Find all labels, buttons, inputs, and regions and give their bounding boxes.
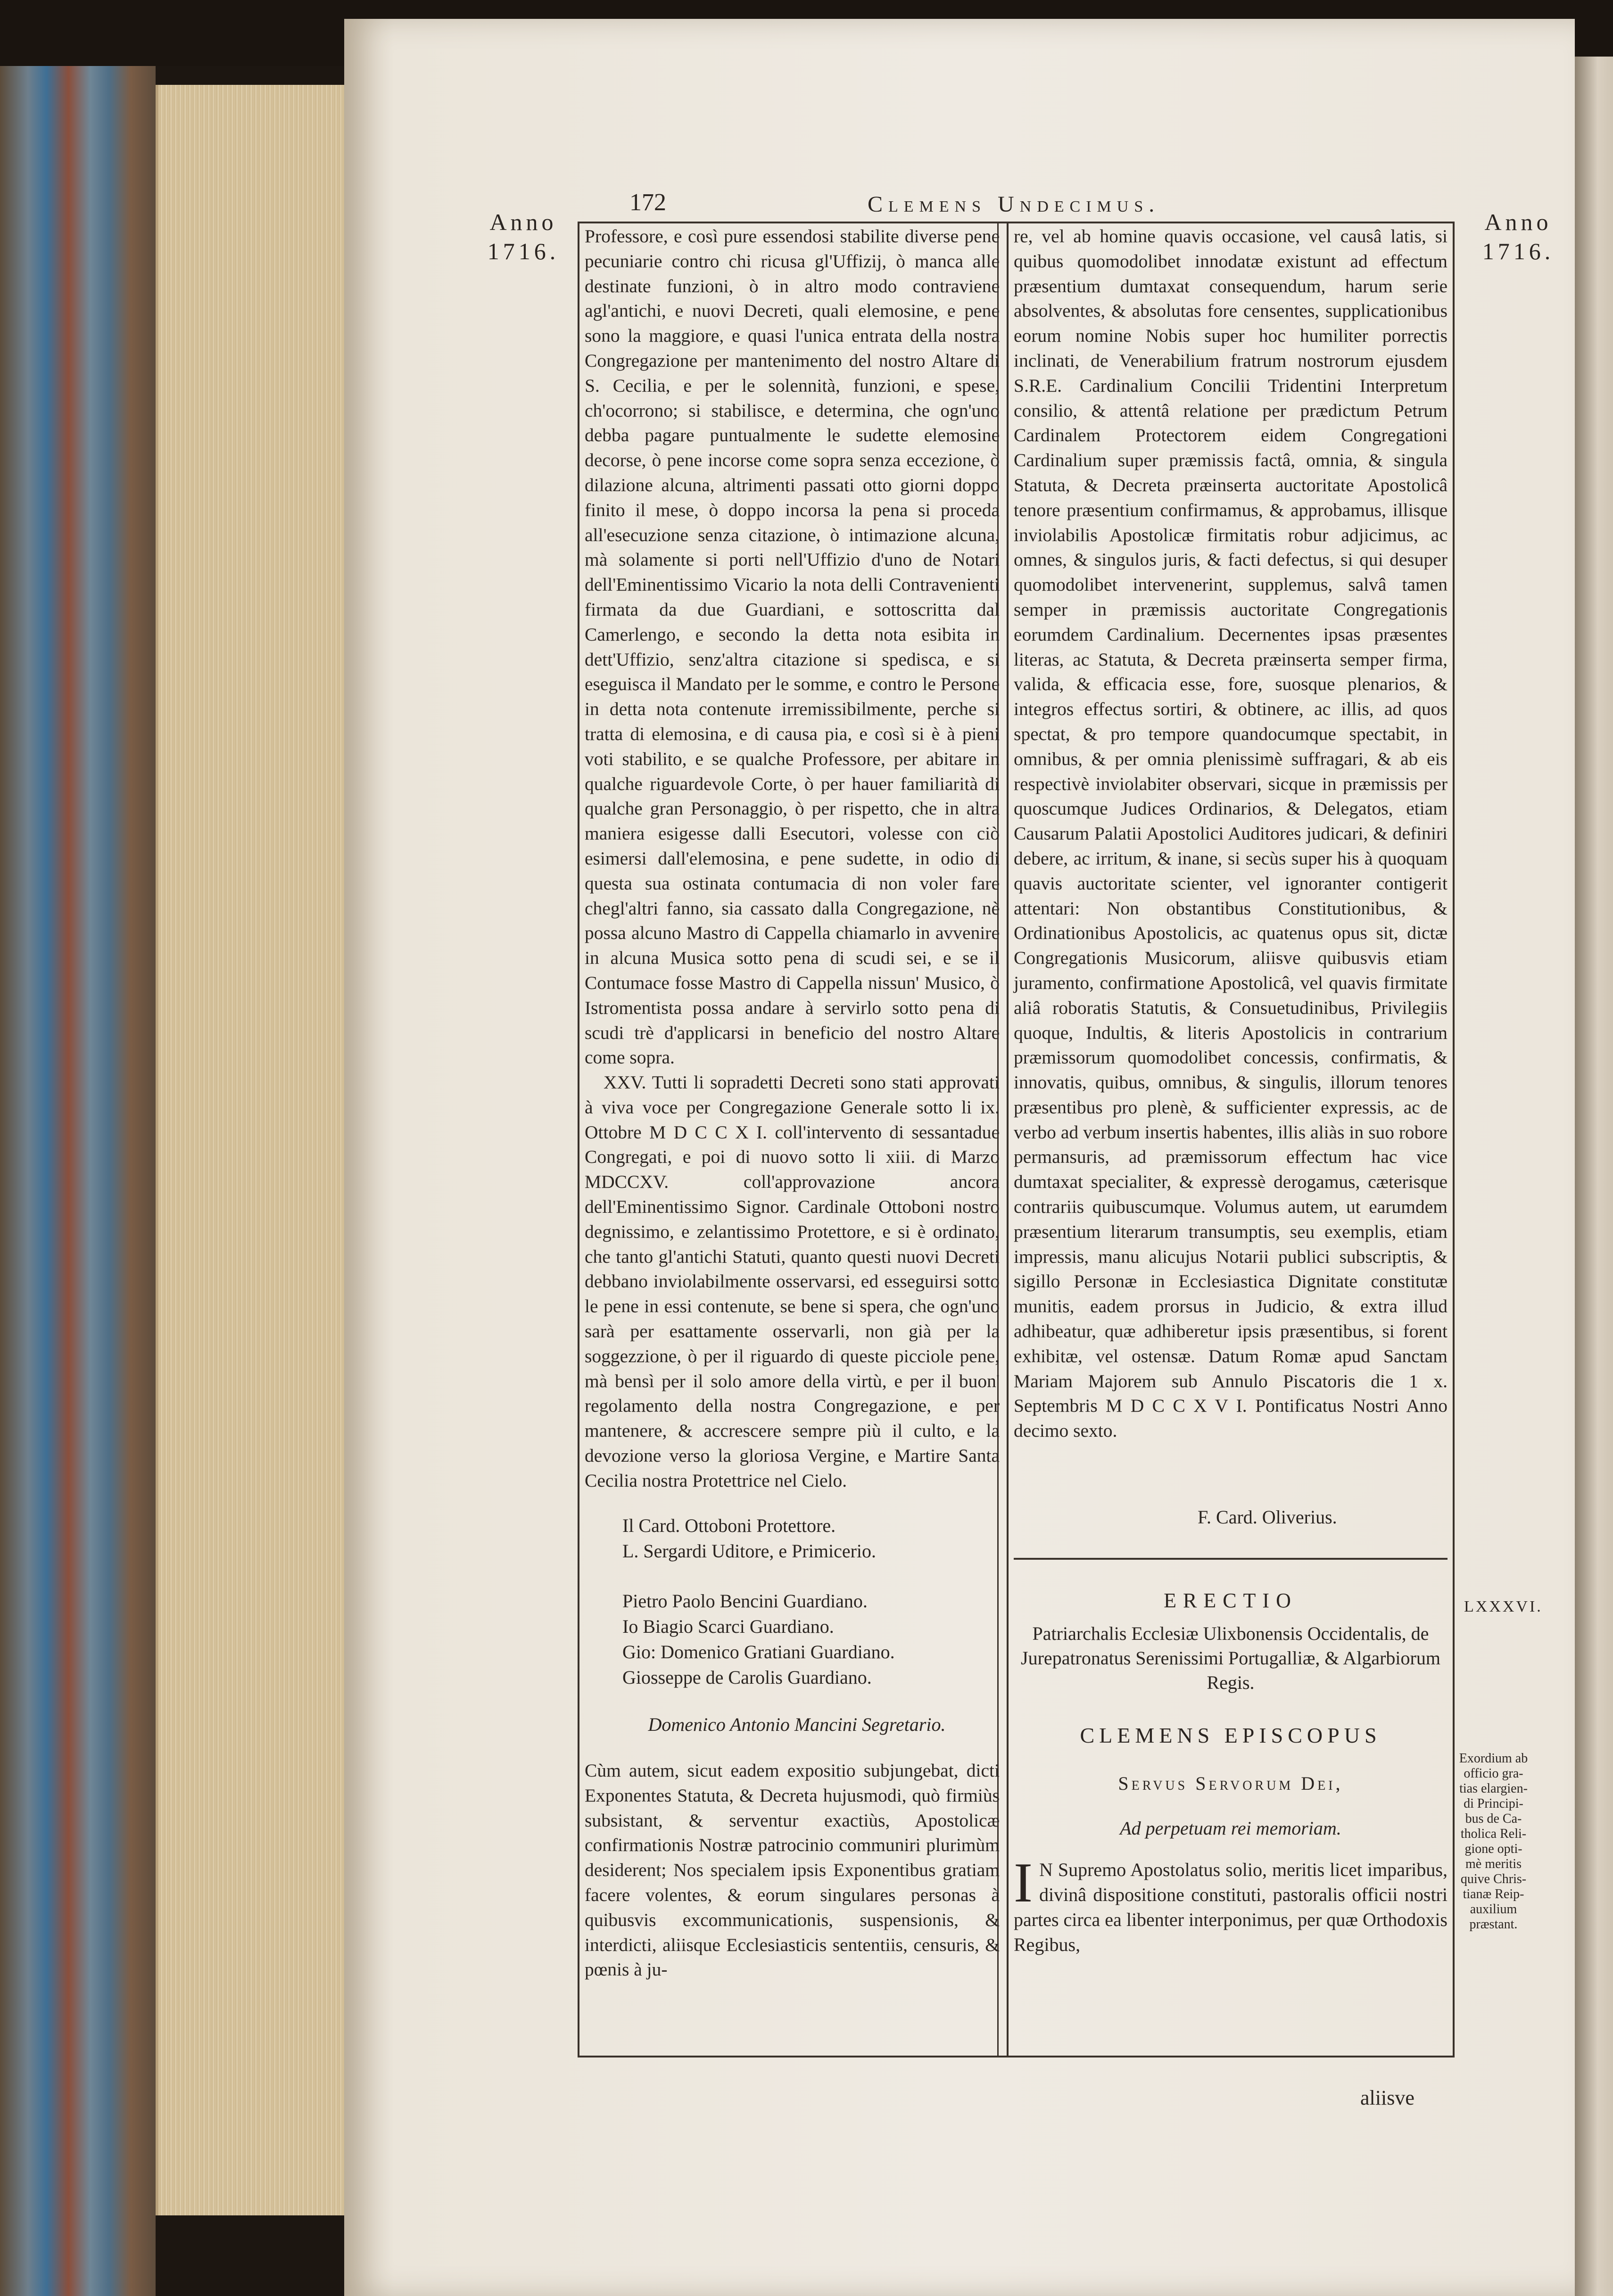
signature-line: Il Card. Ottoboni Protettore. (622, 1515, 836, 1536)
signature-line: Io Biagio Scarci Guardiano. (622, 1616, 834, 1637)
note-line: Exordium ab (1459, 1751, 1528, 1766)
note-line: di Principi- (1464, 1796, 1523, 1811)
note-line: tianæ Reip- (1463, 1887, 1524, 1901)
margin-note (1455, 1751, 1532, 1932)
margin-year-right (1469, 207, 1568, 266)
note-line: bus de Ca- (1465, 1811, 1522, 1826)
page-number: 172 (629, 189, 666, 216)
note-line: præstant. (1469, 1917, 1518, 1932)
right-column (1014, 224, 1448, 1443)
running-title: Clemens Undecimus. (868, 192, 1160, 217)
drop-cap: I (1014, 1851, 1033, 1914)
paragraph: Professore, e così pure essendosi stabilite diverse pene pecuniarie contro chi ricusa gl'Uffizij, ò manca alle destinate funzioni, ò in altro modo contraviene agl'antichi, e nuovi Decreti, quali elemosine, e pene sono la maggiore, e quasi l'unica entrata della nostra Congregazione per mantenimento del nostro Altare di S. Cecilia, e per le solennità, funzioni, e spese, ch'ocorrono; si stabilisce, e determina, che ogn'uno debba pagare puntualmente le sudette elemosine decorse, ò pene incorse come sopra senza eccezione, ò dilazione alcuna, altrimenti passati otto giorni doppo finito il mese, ò doppo incorsa la pena si proceda all'esecuzione senza citazione, ò intimazione alcuna, mà solamente si porti nell'Uffizio d'uno de Notari dell'Eminentissimo Vicario la nota delli Contravenienti firmata da due Guardiani, e sottoscritta dal Camerlengo, e secondo la detta nota esibita in dett'Uffizio, senz'altra citazione si spedisca, e si eseguisca il Mandato per le somme, e contro le Persone in detta nota contenute irremissibilmente, perche si tratta di elemosina, e di causa pia, e così si è à pieni voti stabilito, e se qualche Professore, per abitare in qualche riguardevole Corte, ò per hauer familiarità di qualche gran Personaggio, ò per rispetto, che in altra maniera esigesse dalli Esecutori, volesse con ciò esimersi dall'elemosina, e pene sudette, in odio di questa sua ostinata contumacia di non voler fare chegl'altri fanno, sia cassato dalla Congregazione, nè possa alcuno Mastro di Cappella chiamarlo in avvenire in alcuna Musica sotto pena di scudi sei, e se il Contumace fosse Mastro di Cappella nissun' Musico, ò Istromentista possa andare à servirlo sotto pena di scudi trè d'applicarsi in beneficio del nostro Altare come sopra. (585, 226, 1000, 1068)
guardiani-block (622, 1588, 990, 1690)
note-line: tias elargien- (1459, 1781, 1528, 1796)
page-edges (156, 85, 356, 2215)
signature-line: Pietro Paolo Bencini Guardiano. (622, 1590, 868, 1612)
column-rule (1007, 222, 1009, 2057)
segretario-signature: Domenico Antonio Mancini Segretario. (648, 1714, 946, 1735)
margin-year-left (474, 207, 573, 266)
left-column (585, 224, 1000, 1493)
bull-number: LXXXVI. (1464, 1598, 1543, 1615)
paragraph-xxv: XXV. Tutti li sopradetti Decreti sono stati approvati à viva voce per Congregazione Generale sotto li ix. Ottobre M D C C X I. coll'intervento di sessantadue Congregati, e poi di nuovo sotto li xiii. di Marzo MDCCXV. coll'approvazione ancora dell'Eminentissimo Signor. Cardinale Ottoboni nostro degnissimo, e zelantissimo Protettore, e si è ordinato, che tanto gl'antichi Statuti, quanto questi nuovi Decreti debbano inviolabilmente osservarsi, ed esseguirsi sotto le pene in essi contenute, se bene si spera, che ogn'uno sarà per esattamente osservarli, non già per la soggezzione, ò per il riguardo di queste picciole pene, mà bensì per il solo amore della virtù, e per il buon' regolamento della nostra Congregazione, e per mantenere, & accrescere sempre più il culto, e la devozione verso la gloriosa Vergine, e Martire Santa Cecilia nostra Protettrice nel Cielo. (585, 1072, 1000, 1491)
signature-block (622, 1513, 990, 1564)
note-line: quive Chris- (1460, 1872, 1527, 1886)
section-title: ERECTIO (1164, 1589, 1298, 1612)
bull-formula: Ad perpetuam rei memoriam. (1120, 1818, 1341, 1839)
catchword: aliisve (1360, 2086, 1414, 2109)
anno-year: 1716. (1482, 238, 1555, 264)
bull-servus: Servus Servorum Dei, (1118, 1773, 1343, 1794)
left-column-bottom (585, 1758, 1000, 1982)
note-line: officio gra- (1464, 1766, 1523, 1781)
section-rule (1014, 1558, 1448, 1560)
incipit-text: N Supremo Apostolatus solio, meritis licet imparibus, divinâ dispositione constituti, pastoralis officii nostri partes circa ea libenter interponimus, per quæ Orthodoxis Regibus, (1014, 1859, 1448, 1955)
note-line: gione opti- (1464, 1842, 1522, 1856)
paragraph: re, vel ab homine quavis occasione, vel causâ latis, si quibus quomodolibet innodatæ existunt ad effectum præsentium dumtaxat consequendum, harum serie absolventes, & absolutas fore censentes, supplicationibus eorum nomine Nobis super hoc humiliter porrectis inclinati, de Venerabilium fratrum nostrorum ejusdem S.R.E. Cardinalium Concilii Tridentini Interpretum consilio, & attentâ relatione per prædictum Petrum Cardinalem Protectorem eidem Congregationi Cardinalium super præmissis factâ, omnia, & singula Statuta, & Decreta præinserta auctoritate Apostolicâ tenore præsentium confirmamus, & approbamus, illisque inviolabilis Apostolicæ firmitatis robur adjicimus, ac omnes, & singulos juris, & facti defectus, si qui desuper quomodolibet intervenerint, supplemus, salvâ tamen semper in præmissis auctoritate Congregationis eorumdem Cardinalium. Decernentes ipsas præsentes literas, ac Statuta, & Decreta præinserta semper firma, valida, & efficacia esse, fore, suosque plenarios, & integros effectus sortiri, & obtinere, ac illis, ad quos spectat, & pro tempore quandocumque spectabit, in omnibus, & per omnia plenissimè suffragari, & ab eis respectivè inviolabiter observari, sicque in præmissis per quoscumque Judices Ordinarios, & Delegatos, etiam Causarum Palatii Apostolici Auditores judicari, & definiri debere, ac irritum, & inane, si secùs super his à quoquam quavis auctoritate scienter, vel ignoranter contigerit attentari: Non obstantibus Constitutionibus, & Ordinationibus Apostolicis, ac quatenus opus sit, dictæ Congregationis Musicorum, aliisve quibusvis etiam juramento, confirmatione Apostolicâ, vel quavis firmitate aliâ roboratis Statutis, & Consuetudinibus, Privilegiis quoque, Indultis, & literis Apostolicis in contrarium præmissorum quomodolibet concessis, confirmatis, & innovatis, quibus, omnibus, & singulis, illorum tenores præsentibus pro plenè, & sufficienter expressis, ac de verbo ad verbum insertis habentes, illis aliàs in suo robore permansuris, ad præmissorum effectum hac vice dumtaxat specialiter, & expressè derogamus, cæterisque contrariis quibuscumque. Volumus autem, ut earumdem præsentium literarum transumptis, seu exemplis, etiam impressis, manu alicujus Notarii publici subscriptis, & sigillo Personæ in Ecclesiastica Dignitate constitutæ munitis, eadem prorsus in Judicio, & extra illud adhibeatur, quæ adhiberetur ipsis præsentibus, si forent exhibitæ, vel ostensæ. Datum Romæ apud Sanctam Mariam Majorem sub Annulo Piscatoris die 1 x. Septembris M D C C X V I. Pontificatus Nostri Anno decimo sexto. (1014, 226, 1448, 1441)
bull-incipit (1014, 1851, 1448, 1957)
book-binding (0, 66, 156, 2296)
paragraph: Cùm autem, sicut eadem expositio subjungebat, dicti Exponentes Statuta, & Decreta hujusmodi, quò firmiùs subsistant, & serventur exactiùs, Apostolicæ confirmationis Nostræ patrocinio communiri plurimùm desiderent; Nos specialem ipsis Exponentibus gratiam facere volentes, & eorum singulares personas à quibusvis excommunicationis, suspensionis, & interdicti, aliisque Ecclesiasticis sententiis, censuris, & pœnis à ju- (585, 1760, 1000, 1980)
note-line: tholica Reli- (1460, 1827, 1527, 1841)
note-line: mè meritis (1465, 1857, 1522, 1871)
signature-line: Gio: Domenico Gratiani Guardiano. (622, 1641, 895, 1662)
anno-label: Anno (1484, 209, 1552, 235)
signature-line: Giosseppe de Carolis Guardiano. (622, 1667, 872, 1688)
section-subtitle: Patriarchalis Ecclesiæ Ulixbonensis Occidentalis, de Jurepatronatus Serenissimi Portugalliæ, & Algarbiorum Regis. (1021, 1623, 1440, 1693)
anno-year: 1716. (487, 238, 560, 264)
note-line: auxilium (1470, 1902, 1517, 1917)
signature-line: L. Sergardi Uditore, e Primicerio. (622, 1540, 877, 1562)
cardinal-signature: F. Card. Oliverius. (1198, 1506, 1337, 1528)
bull-title: CLEMENS EPISCOPUS (1080, 1723, 1381, 1747)
anno-label: Anno (489, 209, 557, 235)
running-head (585, 189, 1448, 222)
facing-page-edge (1575, 57, 1613, 2296)
